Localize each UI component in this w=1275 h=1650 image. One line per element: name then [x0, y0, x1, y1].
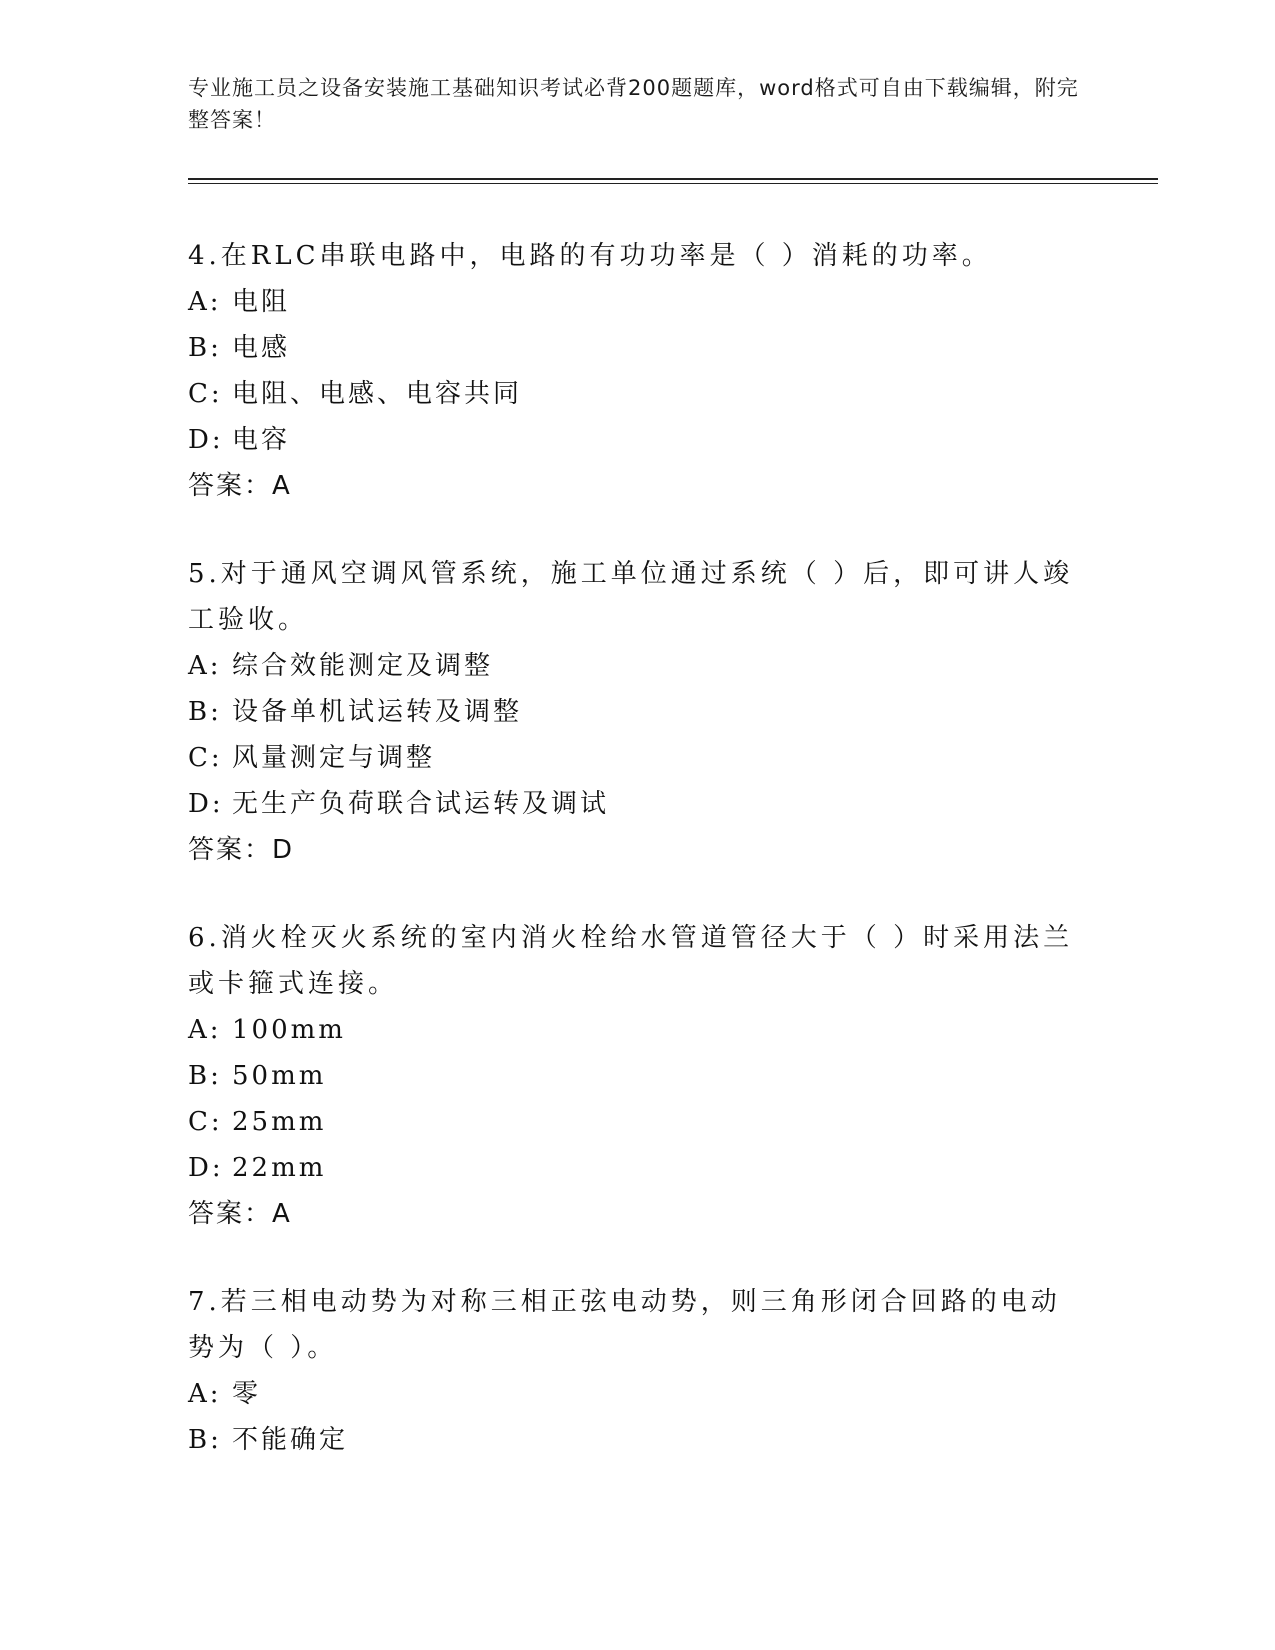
option-letter: B: — [188, 1425, 222, 1455]
option-letter: D: — [188, 789, 224, 819]
question-text: 6.消火栓灭火系统的室内消火栓给水管道管径大于（ ）时采用法兰或卡箍式连接。 — [188, 923, 1074, 999]
option-letter: C: — [188, 1107, 223, 1137]
option-text: 22mm — [232, 1153, 327, 1183]
option-c — [188, 735, 1078, 781]
option-a — [188, 279, 1078, 325]
option-c — [188, 371, 1078, 417]
question-text: 4.在RLC串联电路中，电路的有功功率是（ ）消耗的功率。 — [188, 241, 992, 271]
option-b — [188, 1417, 1078, 1463]
answer-line: 答案：D — [188, 835, 295, 865]
option-text: 零 — [232, 1379, 262, 1409]
question-7 — [188, 1279, 1078, 1463]
option-d — [188, 1145, 1078, 1191]
question-4 — [188, 233, 1078, 509]
option-letter: B: — [188, 333, 222, 363]
option-text: 电阻、电感、电容共同 — [232, 379, 523, 409]
option-c — [188, 1099, 1078, 1145]
option-letter: C: — [188, 379, 223, 409]
option-letter: D: — [188, 1153, 224, 1183]
option-text: 电感 — [232, 333, 291, 363]
header-divider-thin — [188, 183, 1158, 184]
option-letter: B: — [188, 1061, 222, 1091]
question-5 — [188, 551, 1078, 873]
option-letter: A: — [188, 287, 222, 317]
option-b — [188, 689, 1078, 735]
option-text: 电容 — [232, 425, 291, 455]
option-d — [188, 417, 1078, 463]
option-text: 25mm — [232, 1107, 327, 1137]
option-letter: D: — [188, 425, 224, 455]
option-letter: C: — [188, 743, 223, 773]
option-text: 50mm — [232, 1061, 327, 1091]
option-letter: B: — [188, 697, 222, 727]
option-text: 设备单机试运转及调整 — [232, 697, 523, 727]
option-letter: A: — [188, 1015, 222, 1045]
option-text: 不能确定 — [232, 1425, 349, 1455]
option-a — [188, 1371, 1078, 1417]
option-a — [188, 1007, 1078, 1053]
option-text: 风量测定与调整 — [232, 743, 436, 773]
header-divider-thick — [188, 178, 1158, 180]
question-text: 7.若三相电动势为对称三相正弦电动势，则三角形闭合回路的电动势为（ ）。 — [188, 1287, 1061, 1363]
option-letter: A: — [188, 1379, 222, 1409]
option-text: 100mm — [232, 1015, 346, 1045]
option-a — [188, 643, 1078, 689]
option-letter: A: — [188, 651, 222, 681]
option-b — [188, 325, 1078, 371]
document-header: 专业施工员之设备安装施工基础知识考试必背200题题库，word格式可自由下载编辑，附完整答案！ — [188, 76, 1079, 132]
option-d — [188, 781, 1078, 827]
answer-line: 答案：A — [188, 471, 292, 501]
option-text: 综合效能测定及调整 — [232, 651, 494, 681]
option-text: 无生产负荷联合试运转及调试 — [232, 789, 610, 819]
option-b — [188, 1053, 1078, 1099]
option-text: 电阻 — [232, 287, 291, 317]
question-6 — [188, 915, 1078, 1237]
question-list — [188, 233, 1078, 1505]
question-text: 5.对于通风空调风管系统，施工单位通过系统（ ）后，即可讲人竣工验收。 — [188, 559, 1074, 635]
answer-line: 答案：A — [188, 1199, 292, 1229]
